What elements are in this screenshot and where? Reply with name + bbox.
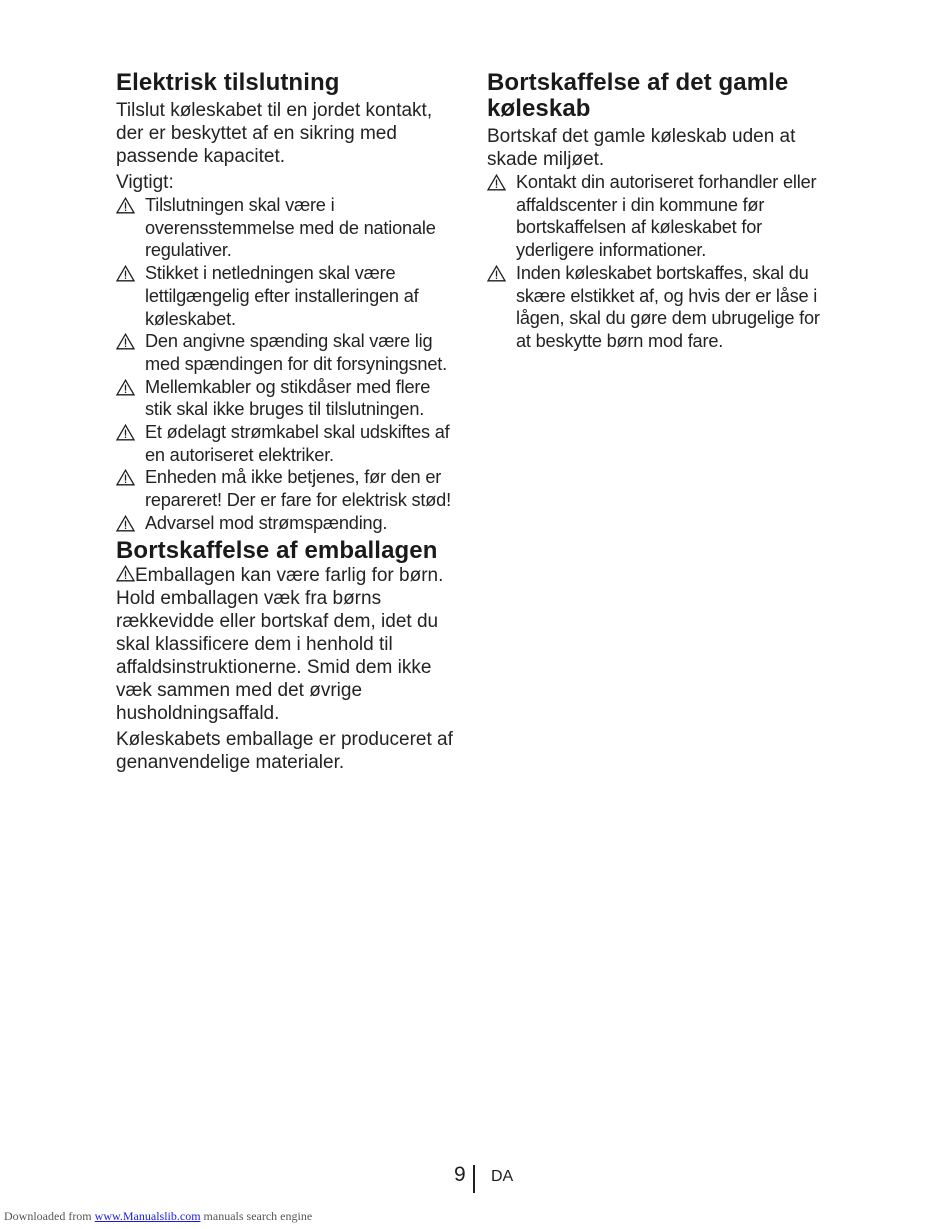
manualslib-link[interactable]: www.Manualslib.com bbox=[94, 1209, 201, 1223]
packaging-heading: Bortskaffelse af emballagen bbox=[116, 536, 438, 564]
right-column bbox=[487, 70, 837, 353]
section-electric-connection bbox=[116, 70, 461, 535]
left-column bbox=[116, 70, 461, 774]
section-old-fridge-disposal bbox=[487, 70, 837, 353]
old-fridge-warning-list bbox=[487, 171, 837, 353]
warning-text: Advarsel mod strømspænding. bbox=[145, 512, 388, 533]
warning-triangle-icon bbox=[487, 265, 506, 282]
important-label: Vigtigt: bbox=[116, 172, 174, 193]
warning-triangle-icon bbox=[116, 565, 135, 582]
warning-triangle-icon bbox=[116, 424, 135, 441]
electric-heading: Elektrisk tilslutning bbox=[116, 69, 340, 96]
warning-item bbox=[116, 466, 461, 511]
warning-item bbox=[116, 512, 461, 535]
warning-text: Mellemkabler og stikdåser med flere stik skal ikke bruges til tilslutningen. bbox=[145, 376, 431, 420]
download-suffix: manuals search engine bbox=[203, 1209, 313, 1223]
download-prefix: Downloaded from bbox=[4, 1209, 92, 1223]
electric-intro: Tilslut køleskabet til en jordet kontakt, der er beskyttet af en sikring med passende kapacitet. bbox=[116, 100, 433, 167]
packaging-warning-text: Emballagen kan være farlig for børn. Hold emballagen væk fra børns rækkevidde eller bortskaf dem, idet du skal klassificere dem i henhold til affaldsinstruktionerne. Smid dem ikke væk sammen med det øvrige husholdningsaffald. bbox=[116, 564, 444, 724]
warning-triangle-icon bbox=[116, 379, 135, 396]
old-fridge-intro: Bortskaf det gamle køleskab uden at skade miljøet. bbox=[487, 126, 796, 170]
warning-item bbox=[116, 262, 461, 330]
warning-text: Et ødelagt strømkabel skal udskiftes af en autoriseret elektriker. bbox=[145, 422, 450, 465]
electric-warning-list bbox=[116, 194, 461, 535]
packaging-note: Køleskabets emballage er produceret af genanvendelige materialer. bbox=[116, 728, 453, 773]
section-packaging-disposal bbox=[116, 538, 461, 774]
packaging-warning bbox=[116, 564, 461, 725]
warning-triangle-icon bbox=[116, 515, 135, 532]
page-number: 9 bbox=[454, 1163, 466, 1186]
warning-text: Enheden må ikke betjenes, før den er repareret! Der er fare for elektrisk stød! bbox=[145, 467, 451, 511]
warning-item bbox=[116, 330, 461, 375]
warning-text: Den angivne spænding skal være lig med spændingen for dit forsyningsnet. bbox=[145, 331, 447, 374]
warning-triangle-icon bbox=[487, 174, 506, 191]
page-footer bbox=[440, 1162, 520, 1194]
warning-text: Kontakt din autoriseret forhandler eller affaldscenter i din kommune før bortskaffelsen af køleskabet for yderligere informationer. bbox=[516, 172, 817, 261]
warning-item bbox=[487, 171, 837, 262]
warning-triangle-icon bbox=[116, 333, 135, 350]
warning-item bbox=[116, 194, 461, 262]
warning-text: Inden køleskabet bortskaffes, skal du skære elstikket af, og hvis der er låse i lågen, skal du gøre dem ubrugelige for at beskytte børn mod fare. bbox=[516, 262, 820, 351]
warning-item bbox=[487, 262, 837, 353]
old-fridge-heading: Bortskaffelse af det gamle køleskab bbox=[487, 69, 789, 122]
page-separator bbox=[473, 1165, 475, 1193]
warning-triangle-icon bbox=[116, 197, 135, 214]
warning-triangle-icon bbox=[116, 469, 135, 486]
warning-item bbox=[116, 376, 461, 421]
warning-text: Stikket i netledningen skal være lettilgængelig efter installeringen af køleskabet. bbox=[145, 263, 419, 329]
warning-text: Tilslutningen skal være i overensstemmelse med de nationale regulativer. bbox=[145, 195, 436, 261]
warning-triangle-icon bbox=[116, 265, 135, 282]
warning-item bbox=[116, 421, 461, 466]
language-code: DA bbox=[491, 1168, 514, 1185]
download-source-note bbox=[4, 1208, 312, 1224]
